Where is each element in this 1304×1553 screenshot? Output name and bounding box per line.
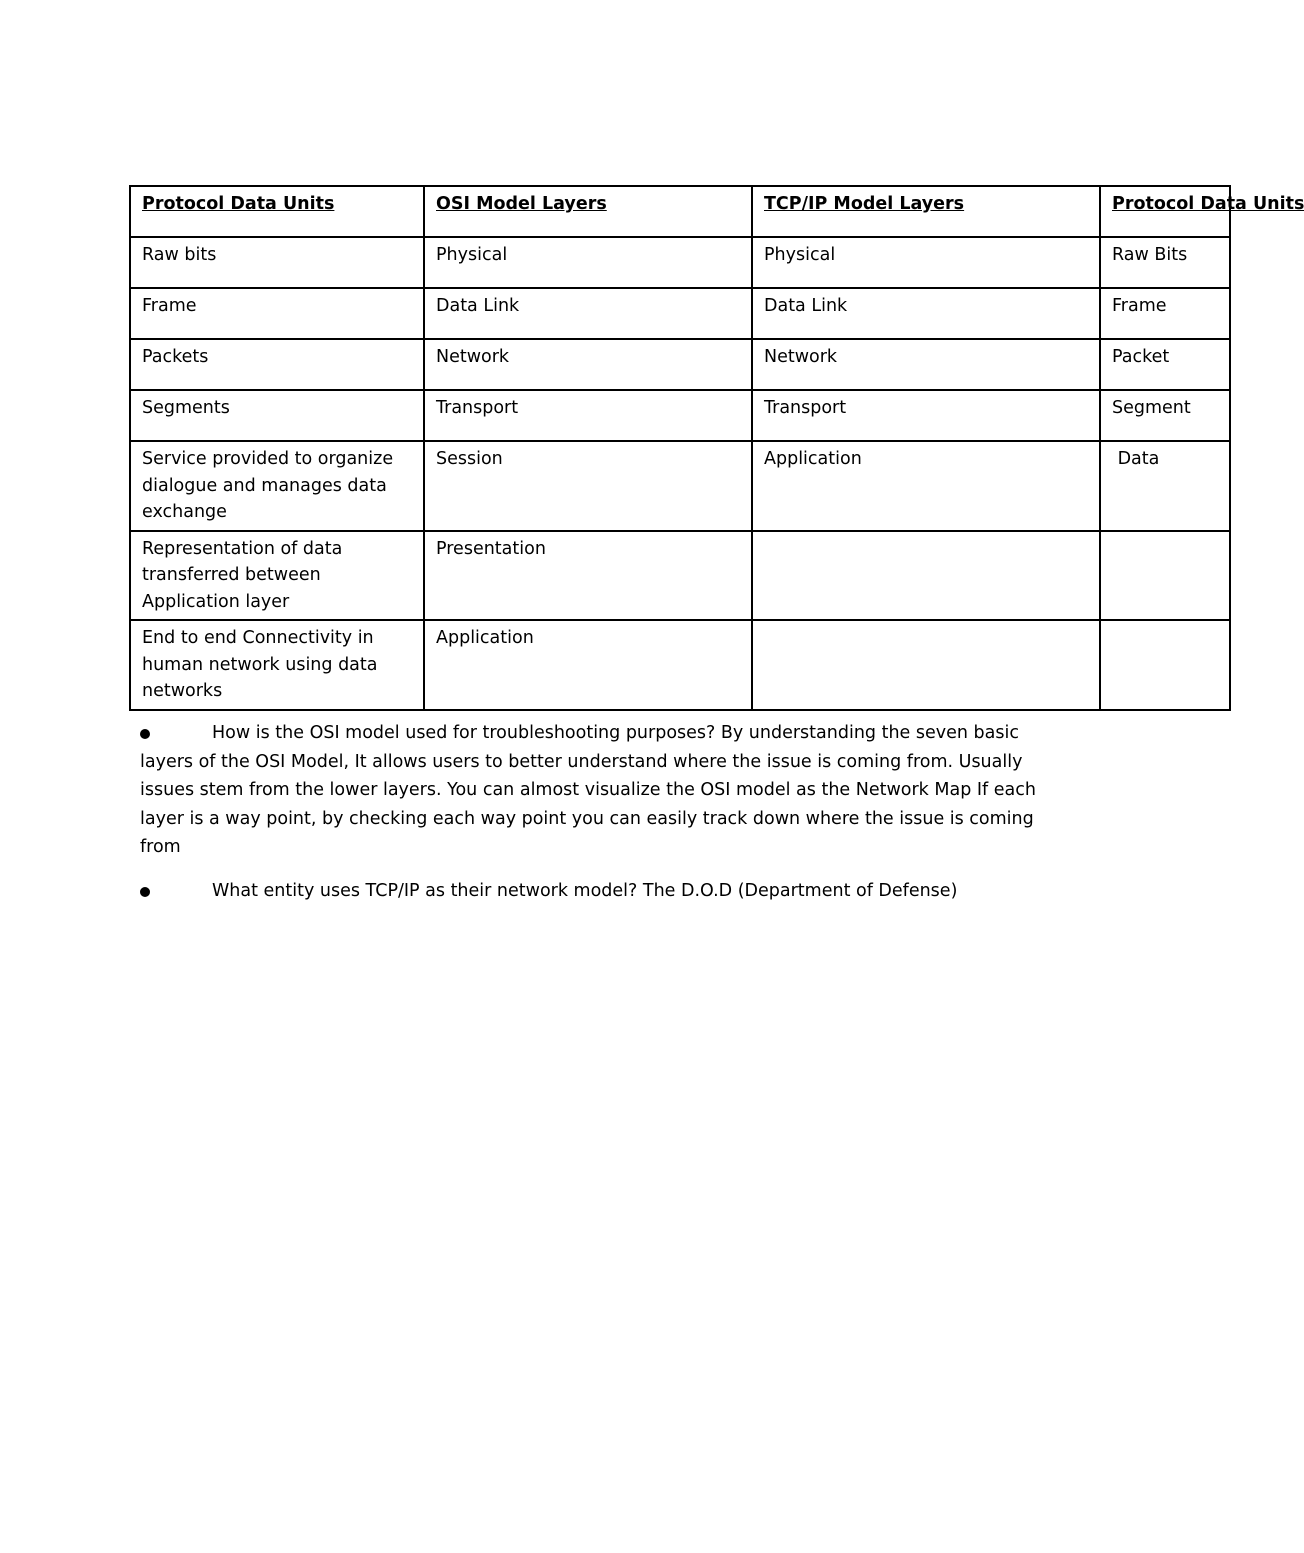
table-row — [130, 531, 1230, 621]
bullet-text: How is the OSI model used for troubleshooting purposes? By understanding the seven basic layers of the OSI Model, It allows users to better understand where the issue is coming from. Usually issues stem from the lower layers. You can almost visualize the OSI model as the Network Map If each layer is a way point, by checking each way point you can easily track down where the issue is coming from — [140, 723, 1036, 857]
protocol-layers-table — [129, 185, 1304, 711]
table-cell — [752, 620, 1100, 710]
table-row — [130, 288, 1230, 339]
question-bullet-list — [140, 719, 1040, 920]
table-cell: Network — [752, 339, 1100, 390]
table-cell — [1100, 620, 1230, 710]
table-cell: Raw Bits — [1100, 237, 1230, 288]
table-cell — [1100, 531, 1230, 621]
table-cell: Data Link — [752, 288, 1100, 339]
table-cell: End to end Connectivity in human network using data networks — [130, 620, 424, 710]
table-row — [130, 620, 1230, 710]
table-cell: Transport — [752, 390, 1100, 441]
table-cell: Segment — [1100, 390, 1230, 441]
header-osi-model-layers: OSI Model Layers — [424, 186, 752, 237]
table-cell: Representation of data transferred between Application layer — [130, 531, 424, 621]
table-cell: Packet — [1100, 339, 1230, 390]
table-cell: Service provided to organize dialogue and manages data exchange — [130, 441, 424, 531]
table-cell — [752, 531, 1100, 621]
table-cell: Application — [424, 620, 752, 710]
table-cell: Frame — [130, 288, 424, 339]
list-item — [140, 719, 1040, 862]
table-row — [130, 441, 1230, 531]
table-cell: Segments — [130, 390, 424, 441]
header-tcpip-model-layers: TCP/IP Model Layers — [752, 186, 1100, 237]
bullet-text: What entity uses TCP/IP as their network model? The D.O.D (Department of Defense) — [212, 880, 958, 901]
header-protocol-data-units-tcpip: Protocol Data Units — [1100, 186, 1230, 237]
table-cell: Data — [1100, 441, 1230, 531]
table-cell: Packets — [130, 339, 424, 390]
table-header-row — [130, 186, 1230, 237]
table-cell: Physical — [752, 237, 1100, 288]
table-cell: Data Link — [424, 288, 752, 339]
table-cell: Application — [752, 441, 1100, 531]
table-cell: Raw bits — [130, 237, 424, 288]
table-row — [130, 237, 1230, 288]
table-row — [130, 339, 1230, 390]
table-row — [130, 390, 1230, 441]
table-cell: Physical — [424, 237, 752, 288]
table-cell: Network — [424, 339, 752, 390]
table-cell: Transport — [424, 390, 752, 441]
bullet-icon — [140, 729, 150, 739]
header-protocol-data-units: Protocol Data Units — [130, 186, 424, 237]
list-item — [140, 877, 1040, 906]
table-cell: Frame — [1100, 288, 1230, 339]
table-cell: Presentation — [424, 531, 752, 621]
bullet-icon — [140, 887, 150, 897]
table-cell: Session — [424, 441, 752, 531]
